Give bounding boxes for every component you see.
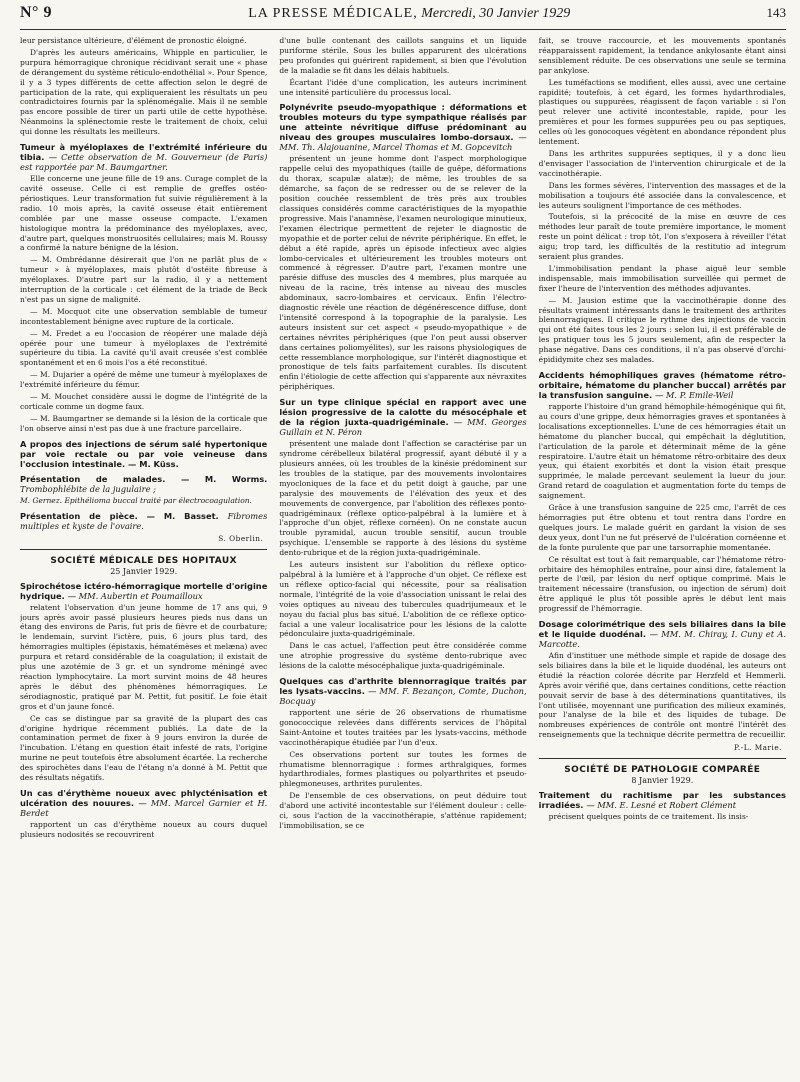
signature: S. Oberlin.	[218, 533, 264, 543]
heading-text: Tumeur à myéloplaxes de l'extrémité inférieure du tibia.	[20, 142, 268, 163]
heading-text: Traitement du rachitisme par les substances irradiées.	[538, 790, 786, 811]
heading-authors: — MM. Aubertin et Poumailloux	[67, 590, 203, 601]
column-1	[20, 36, 267, 1076]
column-2	[279, 36, 526, 1076]
heading-text: Présentation de pièce. — M. Basset.	[20, 510, 219, 521]
article-heading	[279, 676, 526, 706]
columns	[20, 36, 786, 1076]
heading-authors: — MM. E. Lesné et Robert Clément	[586, 800, 737, 811]
article-heading	[20, 142, 267, 172]
signature: P.-L. Marie.	[734, 743, 782, 753]
paragraph: rapportent une série de 26 observations de rhumatisme gonococcique relevées dans différents services de l'hôpital Saint-Antoine et toutes traitées par les lysats-vaccins, méthode vaccinothérapique étudiée par l'un d'eux.	[279, 708, 527, 747]
heading-authors: — M. P. Emile-Weil	[655, 390, 734, 400]
journal-title: LA PRESSE MÉDICALE,	[248, 6, 418, 21]
masthead	[248, 6, 570, 22]
section-date: 25 Janvier 1929.	[110, 566, 178, 576]
paragraph: relatent l'observation d'un jeune homme de 17 ans qui, 9 jours après avoir passé plusieurs heures pieds nus dans un étang des environs de Paris, fut pris de fièvre et de courbature; le lendemain, survint l'ictère, puis, 6 jours plus tard, des hémorragies multiples (épistaxis, hématémèses et melæna) avec purpura et retard considérable de la coagulation; il existait de plus une azotémie de 3 gr. et un syndrome méningé avec réaction lymphocytaire. La mort survint moins de 48 heures après le début des phénomènes hémorragiques. Le sérodiagnostic, pratiqué par M. Pettit, fut positif. Le foie était gros et d'un jaune foncé.	[20, 602, 268, 711]
article-heading	[539, 790, 786, 810]
paragraph: Elle concerne une jeune fille de 19 ans. Curage complet de la cavité osseuse. Celle ci est remplie de greffes ostéo-périostiques. Leur transformation fut suivie régulièrement à la radio. 10 mois après, la cavité osseuse était entièrement comblée par une masse osseuse compacte. L'examen histologique montra la prédominance des myéloplaxes, avec, d'autre part, quelques monstruosités cellulaires; mais M. Roussy a confirmé la nature bénigne de la lésion.	[20, 174, 268, 253]
paragraph: Écartant l'idée d'une complication, les auteurs incriminent une intensité particulière du processus local.	[279, 77, 527, 97]
heading-text: Accidents hémophiliques graves (hématome rétro-orbitaire, hématome du plancher buccal) arrêtés par la transfusion sanguine.	[538, 370, 786, 400]
paragraph: Ces observations portent sur toutes les formes de rhumatisme blennorragique : formes arthralgiques, formes hydarthrodiales, formes plastiques ou polyarthrites et pseudo-phlegmoneuses, arthrites purulentes.	[279, 749, 527, 789]
heading-text: Spirochétose ictéro-hémorragique mortelle d'origine hydrique.	[20, 580, 268, 601]
article-heading	[20, 474, 267, 494]
paragraph: Dans les formes sévères, l'intervention des massages et de la mobilisation a toujours été associée dans la convalescence, et les auteurs soulignent l'importance de ces méthodes.	[538, 180, 786, 210]
paragraph: leur persistance ultérieure, d'élément de pronostic éloigné.	[20, 36, 247, 45]
page-number: 143	[766, 5, 786, 20]
paragraph: — M. Baumgartner se demande si la lésion de la corticale que l'on observe ainsi n'est pas due à une fracture parcellaire.	[20, 413, 268, 433]
paragraph: rapportent un cas d'érythème noueux au cours duquel plusieurs nodosités se recouvrirent	[20, 819, 268, 839]
heading-text: Dosage colorimétrique des sels biliaires dans la bile et le liquide duodénal.	[538, 619, 786, 640]
issue-number: N° 9	[20, 4, 52, 21]
page-header	[20, 0, 786, 26]
paragraph: Les auteurs insistent sur l'abolition du réflexe optico-palpébral à la lumière et à l'approche d'un objet. Ce réflexe est un réflexe optico-facial qui nécessite, pour sa réalisation normale, l'intégrité de la voie d'association unissant le relai des voies optiques au niveau des tubercules quadrijumeaux et le noyau du facial plus bas situé. L'abolition de ce réflexe optico-facial a une valeur localisatrice pour les lésions de la calotte pédonculaire juxta-quadrigéminale.	[279, 560, 527, 639]
paragraph: — M. Dujarier a opéré de même une tumeur à myéloplaxes de l'extrémité inférieure du fémur.	[20, 370, 268, 390]
paragraph: présentent un jeune homme dont l'aspect morphologique rappelle celui des myopathiques (taille de guêpe, déformations du thorax, scapulæ alatæ); de même, les troubles de sa démarche, sa façon de se redresser ou de se relever de la position couchée ressemblent de très près aux troubles classiques considérés comme caractéristiques de la myopathie progressive. Mais l'anamnèse, l'examen neurologique minutieux, l'examen électrique permettent de rejeter le diagnostic de myopathie et de porter celui de névrite périphérique. En effet, le début a été rapide, après un épisode infectieux avec algies lombo-cervicales et ultérieurement les troubles moteurs ont commencé à régresser. D'autre part, l'examen montre une parésie diffuse des muscles des 4 membres, plus marquée au niveau de la racine, très intense au niveau des muscles abdominaux, sacro-lombaires et cervicaux. Enfin l'électro-diagnostic révèle une réaction de dégénérescence diffuse, dont l'intensité correspond à la topographie de la paralysie. Les auteurs insistent sur cet aspect « pseudo-myopathique » de certaines névrites périphériques (que l'on peut aussi observer dans certaines poliomyélites), sur les raisons physiologiques de cette ressemblance morphologique, sur l'intérêt diagnostique et pronostique de tels faits parfaitement curables. Ils discutent enfin l'étiologie de cette affection qui s'apparente aux névraxites périphériques.	[279, 154, 527, 392]
paragraph: Dans les arthrites suppurées septiques, il y a donc lieu d'envisager l'association de l'intervention chirurgicale et de la vaccinothérapie.	[538, 148, 786, 178]
paragraph: — M. Ombrédanne désirerait que l'on ne parlât plus de « tumeur » à myéloplaxes, mais plutôt d'ostéite fibreuse à myéloplaxes. D'autre part sur la radio, il y a nettement interruption de la corticale : cet élément de la triade de Beck n'est pas un signe de malignité.	[20, 255, 268, 304]
article-heading	[539, 619, 786, 649]
paragraph: De l'ensemble de ces observations, on peut déduire tout d'abord une activité incontestable sur l'élément douleur : celle-ci, sous l'action de la vaccinothérapie, s'atténue rapidement; l'immobilisation, se ce	[279, 791, 527, 830]
article-heading	[20, 511, 267, 531]
heading-text: Quelques cas d'arthrite blennorragique traités par les lysats-vaccins.	[279, 676, 527, 697]
paragraph: D'après les auteurs américains, Whipple en particulier, le purpura hémorragique chronique récidivant serait une « phase de dérangement du système réticulo-endothélial ». Pour Spence, il y a 3 types différents de cette affection selon le degré de participation de la rate, qui expliqueraient les résultats un peu contradictoires fournis par la splénomégalie. Mais il ne semble pas encore possible de tirer un parti utile de cette hypothèse. Néanmoins la splénectomie reste le traitement de choix, celui qui donne les résultats les meilleurs.	[20, 47, 268, 137]
header-rule	[20, 29, 786, 30]
paragraph: d'une bulle contenant des caillots sanguins et un liquide puriforme stérile. Sous les bulles apparurent des ulcérations peu profondes qui guérirent rapidement, si bien que l'évolution de la maladie se fit dans les délais habituels.	[279, 36, 527, 75]
paragraph: Grâce à une transfusion sanguine de 225 cmc, l'arrêt de ces hémorragies put être obtenu et tout rentra dans l'ordre en quelques jours. Le malade guérit en gardant la vision de ses deux yeux, dont l'un ne fut préservé de l'ulcération cornéenne et de la fonte purulente que par une tarsorraphie momentanée.	[538, 503, 786, 552]
heading-text: Présentation de malades. — M. Worms.	[20, 473, 268, 484]
section-title: SOCIÉTÉ MÉDICALE DES HOPITAUX	[20, 549, 267, 566]
paragraph: précisent quelques points de ce traitement. Ils insis-	[548, 812, 749, 822]
paragraph: Toutefois, si la précocité de la mise en œuvre de ces méthodes leur paraît de toute première importance, le moment reste un point délicat : trop tôt, l'on s'exposera à réveiller l'état aigu; trop tard, les difficultés de la restitutio ad integrum seraient plus grandes.	[538, 212, 786, 262]
paragraph: — M. Jausion estime que la vaccinothérapie donne des résultats vraiment intéressants dans le traitement des arthrites blennorragiques. Il critique le rythme des injections de vaccin qui ont été faites tous les 2 jours : selon lui, il est préférable de les pratiquer tous les 5 jours seulement, afin de respecter la phase négative. Dans ces conditions, il n'a pas observé d'orchi-épididymite chez ses malades.	[538, 295, 786, 365]
paragraph: Ce résultat est tout à fait remarquable, car l'hématome rétro-orbitaire des hémophiles entraîne, pour ainsi dire, fatalement la perte de l'œil, par lésion du nerf optique comprimé. Mais le traitement nécessaire (transfusion, ou injection de sérum) doit être appliqué le plus tôt possible après le début lent mais progressif de l'hémorragie.	[538, 554, 786, 614]
issue-date: Mercredi, 30 Janvier 1929	[421, 6, 571, 21]
heading-text: Polynévrite pseudo-myopathique : déformations et troubles moteurs du type sympathique réalisés par une atteinte névritique diffuse prédominant au niveau des groupes musculaires lombo-dorsaux.	[279, 102, 527, 143]
article-heading	[20, 788, 267, 818]
heading-authors: — MM. Marcel Garnier et H. Berdet	[20, 797, 268, 818]
paragraph: L'immobilisation pendant la phase aiguë leur semble indispensable, mais immobilisation surveillée qui permet de fixer l'heure de l'intervention des méthodes adjuvantes.	[538, 263, 786, 293]
heading-text: Un cas d'érythème noueux avec phlycténisation et ulcération des nouures.	[20, 787, 268, 808]
section-date: 8 Janvier 1929.	[631, 776, 694, 786]
heading-authors: — MM. Th. Alajouanine, Marcel Thomas et M. Gopcevitch	[279, 132, 527, 153]
heading-detail: Trombophlébite de la jugulaire ;	[20, 483, 156, 494]
heading-authors: — MM. M. Chiray, I. Cuny et A. Marcotte.	[538, 629, 786, 650]
paragraph: — M. Mouchet considère aussi le dogme de l'intégrité de la corticale comme un dogme faux.	[20, 392, 268, 411]
paragraph: Ce cas se distingue par sa gravité de la plupart des cas d'origine hydrique récemment publiés. La date de la contamination permet de fixer à 9 jours environ la durée de l'incubation. L'étang en question était infesté de rats, l'origine murine ne peut toutefois être absolument écartée. La recherche des spirochètes dans l'eau de l'étang n'a donné à M. Pettit que des résultats négatifs.	[20, 713, 268, 783]
heading-text: Sur un type clinique spécial en rapport avec une lésion progressive de la calotte du mésocéphale et de la région juxta-quadrigéminale.	[279, 397, 527, 428]
heading-detail: Fibromes multiples et kyste de l'ovaire.	[20, 510, 268, 531]
paragraph: M. Gernez. Epithélioma buccal traité par électrocoagulation.	[20, 495, 252, 505]
paragraph: rapporte l'histoire d'un grand hémophile-hémogénique qui fit, au cours d'une grippe, deux hémorragies graves et spontanées à localisations exceptionnelles. L'une de ces hémorragies était un hématome du plancher buccal, qui empêchait la déglutition, l'articulation de la parole et déterminait même de la gêne respiratoire. L'autre était un hématome rétro-orbitaire des deux yeux, qui étaient exorbités et dont la vision était presque supprimée, le malade percevant seulement la lueur du jour. Grand retard de coagulation et augmentation forte du temps de saignement.	[538, 402, 786, 501]
paragraph: — M. Fredet a eu l'occasion de réopérer une malade déjà opérée pour une tumeur à myéloplaxes de l'extrémité supérieure du tibia. La cavité qu'il avait creusée s'est comblée spontanément et en 6 mois l'os a été reconstitué.	[20, 328, 268, 368]
article-heading	[539, 370, 786, 400]
paragraph: — M. Mocquot cite une observation semblable de tumeur incontestablement bénigne avec rupture de la corticale.	[20, 306, 268, 326]
heading-authors: — Cette observation de M. Gouverneur (de Paris) est rapportée par M. Baumgartner.	[20, 152, 268, 173]
paragraph: fait, se trouve raccourcie, et les mouvements spontanés réapparaissent rapidement, la tendance ankylosante étant ainsi sensiblement réduite. De ces observations une seule se termina par ankylose.	[538, 36, 786, 75]
heading-authors: — MM. F. Bezançon, Comte, Duchon, Bocquay	[279, 686, 527, 707]
paragraph: présentent une malade dont l'affection se caractérise par un syndrome cérébelleux bilatéral progressif, ayant débuté il y a plusieurs années, où les troubles de la kinésie prédominent sur les troubles de la statique, par des mouvements involontaires myocloniques de la face et du petit doigt à gauche, par une paralysie des mouvements de l'élévation des yeux et des mouvements de convergence, par l'abolition des réflexes ponto-quadrigéminaux (réflexe optico-palpébral à la lumière et à l'approche d'un objet, réflexe cornéen). On ne constate aucun trouble pyramidal, aucun trouble sensitif, aucun trouble psychique. L'ensemble se rapporte à des lésions du système dento-rubrique et de la région juxta-quadrigéminale.	[279, 439, 527, 558]
article-heading	[279, 102, 526, 152]
heading-authors: — MM. Georges Guillain et N. Péron	[279, 417, 527, 438]
column-3	[539, 36, 786, 1076]
article-heading: A propos des injections de sérum salé hypertonique par voie rectale ou par voie veineuse dans l'occlusion intestinale. — M. Küss.	[20, 438, 268, 469]
paragraph: Les tuméfactions se modifient, elles aussi, avec une certaine rapidité; toutefois, à cet égard, les formes hydarthrodiales, plastiques ou suppurées, réagissent de façon variable : si l'on peut relever une activité incontestable, rapide, pour les premières et pour les formes suppurées peu ou pas septiques, celles où les gonocoques végètent en abondance répondent plus lentement.	[538, 77, 786, 147]
article-heading	[279, 397, 526, 437]
section-title: SOCIÉTÉ DE PATHOLOGIE COMPARÉE	[539, 758, 786, 775]
paragraph: Afin d'instituer une méthode simple et rapide de dosage des sels biliaires dans la bile et le liquide duodénal, les auteurs ont étudié la réaction colorée décrite par Herzfeld et Hemmerli. Après avoir vérifié que, dans certaines conditions, cette réaction pouvait servir de base à des déterminations quantitatives, ils l'ont utilisée, moyennant une purification des milieux examinés, pour l'analyse de la bile et des liquides de tubage. De nombreuses expériences de contrôle ont montré l'intérêt des renseignements que la technique décrite permettra de recueillir.	[538, 651, 786, 740]
article-heading	[20, 581, 267, 601]
paragraph: Dans le cas actuel, l'affection peut être considérée comme une atrophie progressive du système dento-rubrique avec lésions de la calotte mésocéphalique juxta-quadrigéminale.	[279, 641, 527, 671]
